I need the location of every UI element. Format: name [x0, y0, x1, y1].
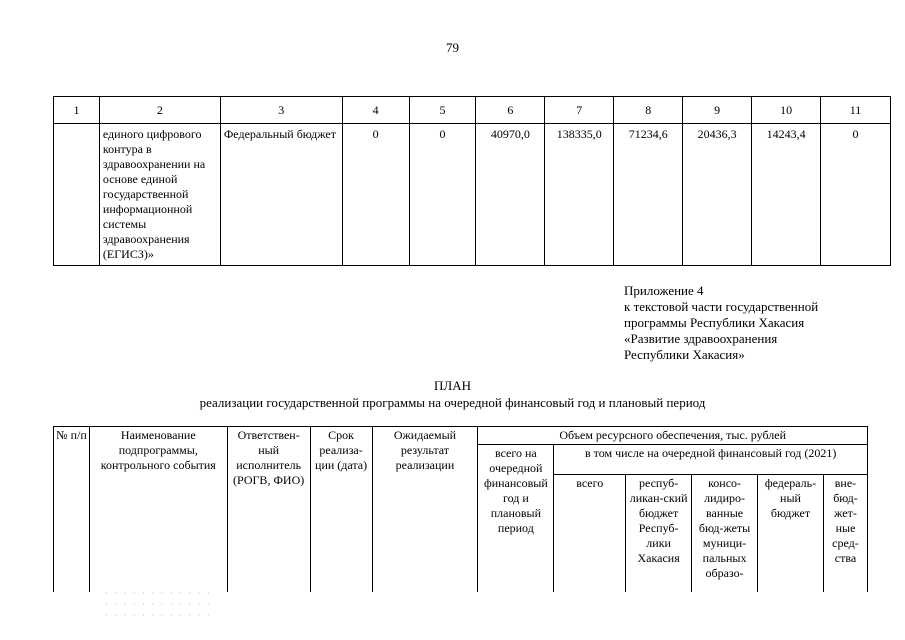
header-result: Ожидаемый результат реализации [372, 427, 478, 592]
cell-value: 0 [342, 124, 409, 266]
appendix-line: Республики Хакасия» [624, 347, 745, 362]
header-term: Срок реализа-ции (дата) [310, 427, 372, 592]
continuation-table [53, 96, 891, 266]
column-number: 10 [752, 97, 821, 124]
header-number: № п/п [54, 427, 90, 592]
cell-value: 40970,0 [476, 124, 545, 266]
column-number: 5 [409, 97, 476, 124]
header-federal-budget: федераль-ный бюджет [758, 475, 824, 592]
header-total: всего [554, 475, 626, 592]
header-republican-budget: респуб-ликан-ский бюджет Респуб-лики Хакасия [626, 475, 692, 592]
plan-table [53, 426, 868, 592]
column-number: 11 [821, 97, 891, 124]
cell-name: единого цифрового контура в здравоохранении на основе единой государственной информационной системы здравоохранения (ЕГИСЗ)» [99, 124, 220, 266]
cell-value: 0 [821, 124, 891, 266]
plan-subtitle: реализации государственной программы на очередной финансовый год и плановый период [199, 395, 706, 410]
header-total-period: всего на очередной финансовый год и плановый период [478, 445, 554, 592]
column-number-row [54, 97, 891, 124]
header-volume: Объем ресурсного обеспечения, тыс. рублей [478, 427, 868, 445]
column-number: 8 [614, 97, 683, 124]
column-number: 4 [342, 97, 409, 124]
header-including: в том числе на очередной финансовый год (2021) [554, 445, 868, 475]
appendix-line: программы Республики Хакасия [624, 315, 805, 330]
header-extrabudgetary: вне-бюд-жет-ные сред-ства [823, 475, 867, 592]
appendix-block [624, 283, 818, 363]
column-number: 3 [220, 97, 342, 124]
cell-value: 0 [409, 124, 476, 266]
header-name: Наименование подпрограммы, контрольного события [89, 427, 227, 592]
appendix-line: к текстовой части государственной [624, 299, 819, 314]
faint-scan-mark: · · · · · · · · · · · · · · · · · · · · · · · · · · · · · · · · · · · · [105, 588, 212, 620]
cell-value: 71234,6 [614, 124, 683, 266]
table-row [54, 124, 891, 266]
cell-value: 20436,3 [683, 124, 752, 266]
cell-number [54, 124, 100, 266]
page-number: 79 [446, 40, 459, 55]
column-number: 2 [99, 97, 220, 124]
header-consolidated-budget: консо-лидиро-ванные бюд-жеты муници-пальных образо- [692, 475, 758, 592]
column-number: 1 [54, 97, 100, 124]
cell-source: Федеральный бюджет [220, 124, 342, 266]
appendix-line: Приложение 4 [624, 283, 704, 298]
cell-value: 138335,0 [545, 124, 614, 266]
header-responsible: Ответствен-ный исполнитель (РОГВ, ФИО) [227, 427, 310, 592]
column-number: 6 [476, 97, 545, 124]
column-number: 7 [545, 97, 614, 124]
plan-heading [0, 377, 905, 411]
cell-value: 14243,4 [752, 124, 821, 266]
column-number: 9 [683, 97, 752, 124]
plan-title: ПЛАН [434, 378, 471, 393]
appendix-line: «Развитие здравоохранения [624, 331, 778, 346]
